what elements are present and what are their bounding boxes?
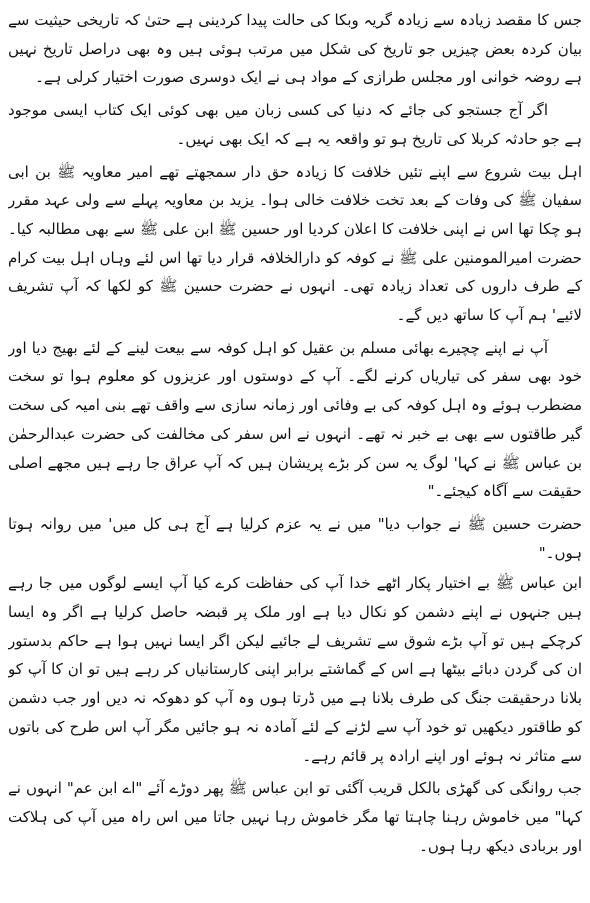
paragraph-departure: جب روانگی کی گھڑی بالکل قریب آگئی تو ابن عباس ﷺ پھر دوڑے آئے "اے ابن عم" انہوں نے کہا" میں خاموش رہنا چاہتا تھا مگر خاموش رہا نہیں جاتا میں اس راہ میں آپ کی ہلاکت اور بربادی دیکھ رہا ہوں۔ [8,779,582,855]
paragraph-ibn-abbas: ابن عباس ﷺ بے اختیار پکار اٹھے خدا آپ کی حفاظت کرے کیا آپ ایسے لوگوں میں جا رہے ہیں جنہوں نے اپنے دشمن کو نکال دیا ہے اور ملک پر قبضہ حاصل کرلیا ہے اگر وہ ایسا کرچکے ہیں تو آپ بڑے شوق سے تشریف لے جائیے لیکن اگر ایسا نہیں ہوا ہے حاکم بدستور ان کی گردن دبائے بیٹھا ہے اس کے گماشتے برابر اپنی کارستانیاں کر رہے ہیں تو ان کا آپ کو بلانا درحقیقت جنگ کی طرف بلانا ہے میں ڈرتا ہوں وہ آپ کو دھوکہ نہ دیں اور جب دشمن کو طاقتور دیکھیں تو خود آپ سے لڑنے کے لئے آمادہ نہ ہو جائیں مگر آپ اس طرح کی باتوں سے متاثر نہ ہوئے اور اپنے ارادہ پر قائم رہے۔ [8,574,582,765]
paragraph-ahl-bayt: اہل بیت شروع سے اپنے تئیں خلافت کا زیادہ حق دار سمجھتے تھے امیر معاویہ ﷺ بن ابی سفیان ﷺ کی وفات کے بعد تخت خلافت خالی ہوا۔ یزید بن معاویہ پہلے سے ولی عہد مقرر ہو چکا تھا اس نے اپنی خلافت کا اعلان کردیا اور حسین ﷺ ابن علی ﷺ سے بھی مطالبہ کیا۔ حضرت امیرالمومنین علی ﷺ نے کوفہ کو دارالخلافہ قرار دیا تھا اس لئے وہاں اہل بیت کرام کے طرف داروں کی تعداد زیادہ تھی۔ انہوں نے حضرت حسین ﷺ کو لکھا کہ آپ تشریف لائیے' ہم آپ کا ساتھ دیں گے۔ [8,162,582,325]
paragraph-purpose: جس کا مقصد زیادہ سے زیادہ گریہ وبکا کی حالت پیدا کردینی ہے حتیٰ کہ تاریخی حیثیت سے بیان کردہ بعض چیزیں جو تاریخ کی شکل میں مرتب ہوئی ہیں وہ بھی دراصل تاریخ نہیں ہے روضہ خوانی اور مجلس طرازی کے مواد ہی نے ایک دوسری صورت اختیار کرلی ہے۔ [8,11,582,87]
paragraph-muslim-bin-aqil: آپ نے اپنے چچیرے بھائی مسلم بن عقیل کو اہل کوفہ سے بیعت لینے کے لئے بھیج دیا اور خود بھی سفر کی تیاریاں کرنے لگے۔ آپ کے دوستوں اور عزیزوں کو معلوم ہوا تو سخت مضطرب ہوئے وہ اہل کوفہ کی بے وفائی اور زمانہ سازی سے واقف تھے بنی امیہ کی سخت گیر طاقتوں سے بھی بے خبر نہ تھے۔ انہوں نے اس سفر کی مخالفت کی حضرت عبدالرحمٰن بن عباس ﷺ نے کہا' لوگ یہ سن کر بڑے پریشان ہیں کہ آپ عراق جا رہے ہیں مجھے اصلی حقیقت سے آگاہ کیجئے۔" [8,338,582,501]
document-page [8,6,582,899]
paragraph-hussain-reply: حضرت حسین ﷺ نے جواب دیا" میں نے یہ عزم کرلیا ہے آج ہی کل میں' میں روانہ ہوتا ہوں۔" [8,514,582,562]
paragraph-search: اگر آج جستجو کی جائے کہ دنیا کی کسی زبان میں بھی کوئی ایک کتاب ایسی موجود ہے جو حادثہ کربلا کی تاریخ ہو تو واقعہ یہ ہے کہ ایک بھی نہیں۔ [8,101,582,148]
